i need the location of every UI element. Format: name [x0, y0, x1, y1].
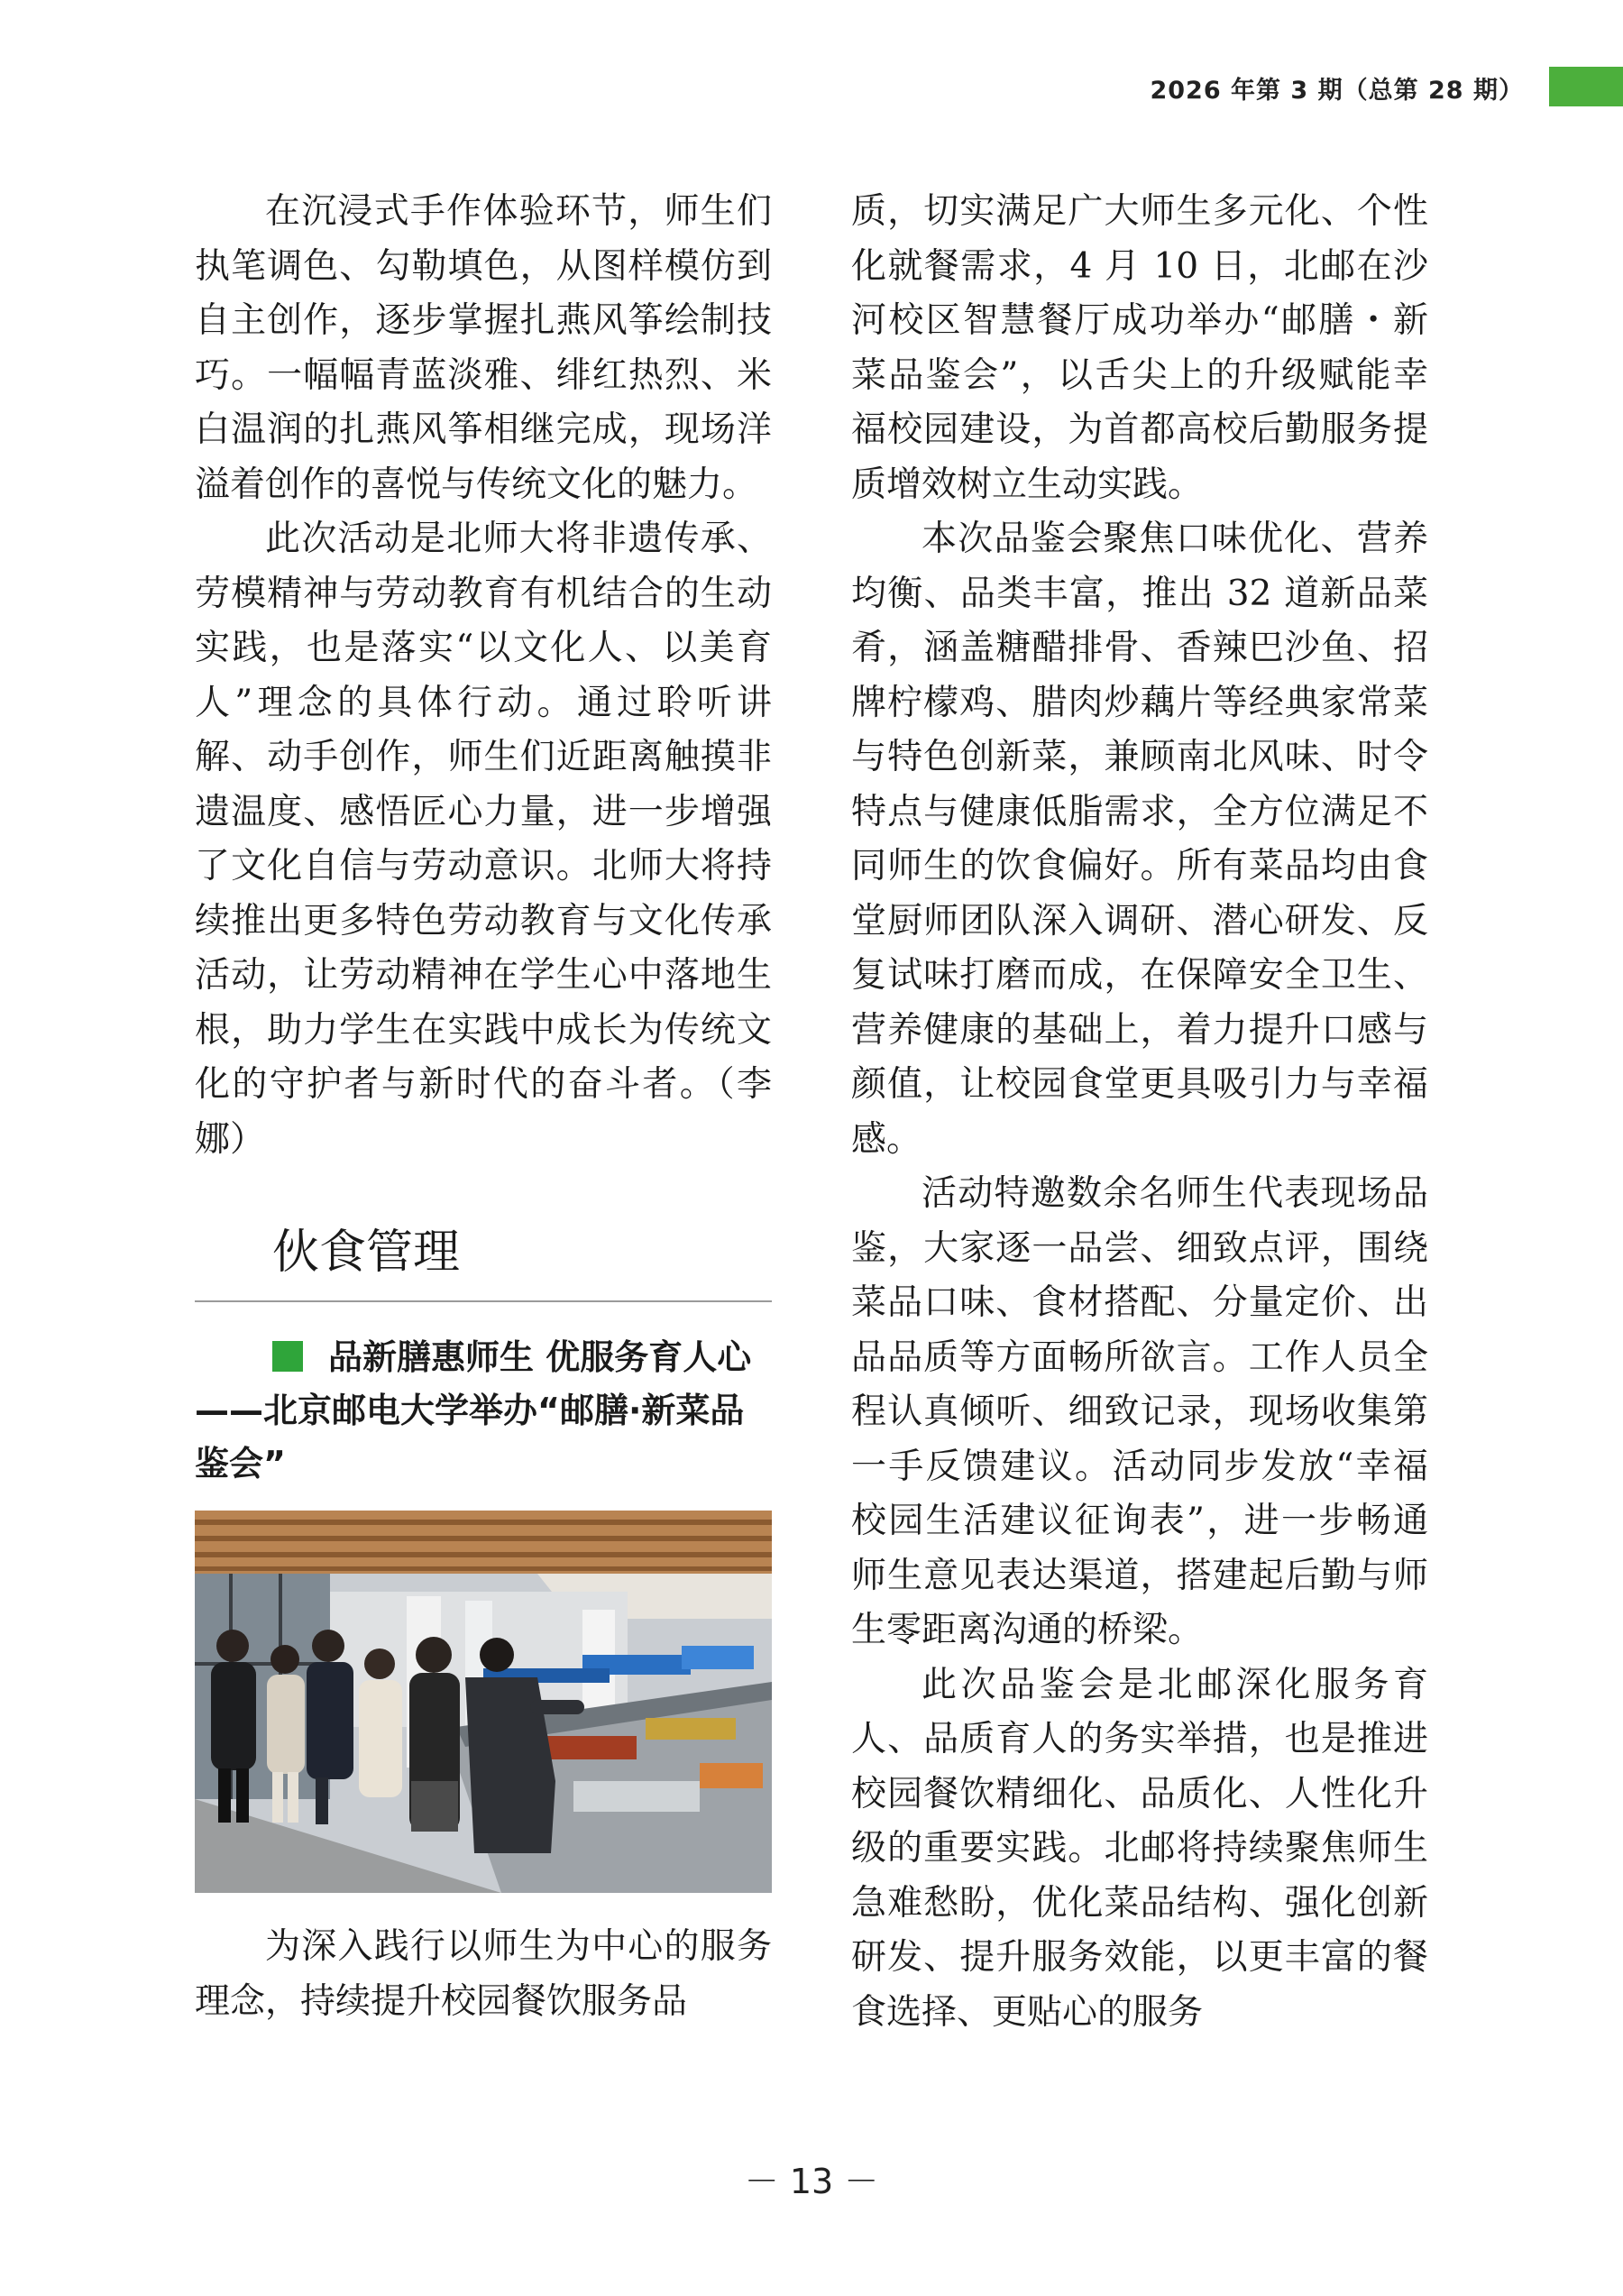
page-number: － 13 －	[744, 2162, 879, 2201]
right-column	[851, 185, 1428, 2040]
header-accent-bar	[1549, 67, 1623, 106]
article-paragraph: 活动特邀数余名师生代表现场品鉴，大家逐一品尝、细致点评，围绕菜品口味、食材搭配、分量定价、出品品质等方面畅所欲言。工作人员全程认真倾听、细致记录，现场收集第一手反馈建议。活动同步发放“幸福校园生活建议征询表”，进一步畅通师生意见表达渠道，搭建起后勤与师生零距离沟通的桥梁。	[851, 1173, 1428, 1650]
article-paragraph: 为深入践行以师生为中心的服务理念，持续提升校园餐饮服务品	[195, 1926, 772, 2022]
article-paragraph-continued: 质，切实满足广大师生多元化、个性化就餐需求，4 月 10 日，北邮在沙河校区智慧餐厅成功举办“邮膳・新菜品鉴会”，以舌尖上的升级赋能幸福校园建设，为首都高校后勤服务提质增效树立生动实践。	[851, 191, 1428, 505]
article-paragraph: 此次品鉴会是北邮深化服务育人、品质育人的务实举措，也是推进校园餐饮精细化、品质化、人性化升级的重要实践。北邮将持续聚焦师生急难愁盼，优化菜品结构、强化创新研发、提升服务效能，以更丰富的餐食选择、更贴心的服务	[851, 1664, 1428, 2033]
section-divider	[195, 1300, 772, 1302]
section-title: 伙食管理	[272, 1226, 461, 1280]
article-paragraph: 此次活动是北师大将非遗传承、劳模精神与劳动教育有机结合的生动实践，也是落实“以文化人、以美育人”理念的具体行动。通过聆听讲解、动手创作，师生们近距离触摸非遗温度、感悟匠心力量，进一步增强了文化自信与劳动意识。北师大将持续推出更多特色劳动教育与文化传承活动，让劳动精神在学生心中落地生根，助力学生在实践中成长为传统文化的守护者与新时代的奋斗者。（李娜）	[195, 519, 772, 1160]
article-paragraph: 本次品鉴会聚焦口味优化、营养均衡、品类丰富，推出 32 道新品菜肴，涵盖糖醋排骨、香辣巴沙鱼、招牌柠檬鸡、腊肉炒藕片等经典家常菜与特色创新菜，兼顾南北风味、时令特点与健康低脂需求，全方位满足不同师生的饮食偏好。所有菜品均由食堂厨师团队深入调研、潜心研发、反复试味打磨而成，在保障安全卫生、营养健康的基础上，着力提升口感与颜值，让校园食堂更具吸引力与幸福感。	[851, 519, 1428, 1160]
article-headline-text: 品新膳惠师生 优服务育人心——北京邮电大学举办“邮膳·新菜品鉴会”	[195, 1337, 752, 1483]
canteen-photo-illustration	[195, 1511, 772, 1893]
square-bullet-icon	[272, 1341, 303, 1372]
article-headline	[195, 1331, 772, 1491]
issue-label: 2026 年第 3 期（总第 28 期）	[1150, 77, 1524, 105]
article-paragraph: 在沉浸式手作体验环节，师生们执笔调色、勾勒填色，从图样模仿到自主创作，逐步掌握扎燕风筝绘制技巧。一幅幅青蓝淡雅、绯红热烈、米白温润的扎燕风筝相继完成，现场洋溢着创作的喜悦与传统文化的魅力。	[195, 191, 772, 505]
left-column	[195, 185, 772, 2029]
canteen-photo	[195, 1511, 772, 1893]
